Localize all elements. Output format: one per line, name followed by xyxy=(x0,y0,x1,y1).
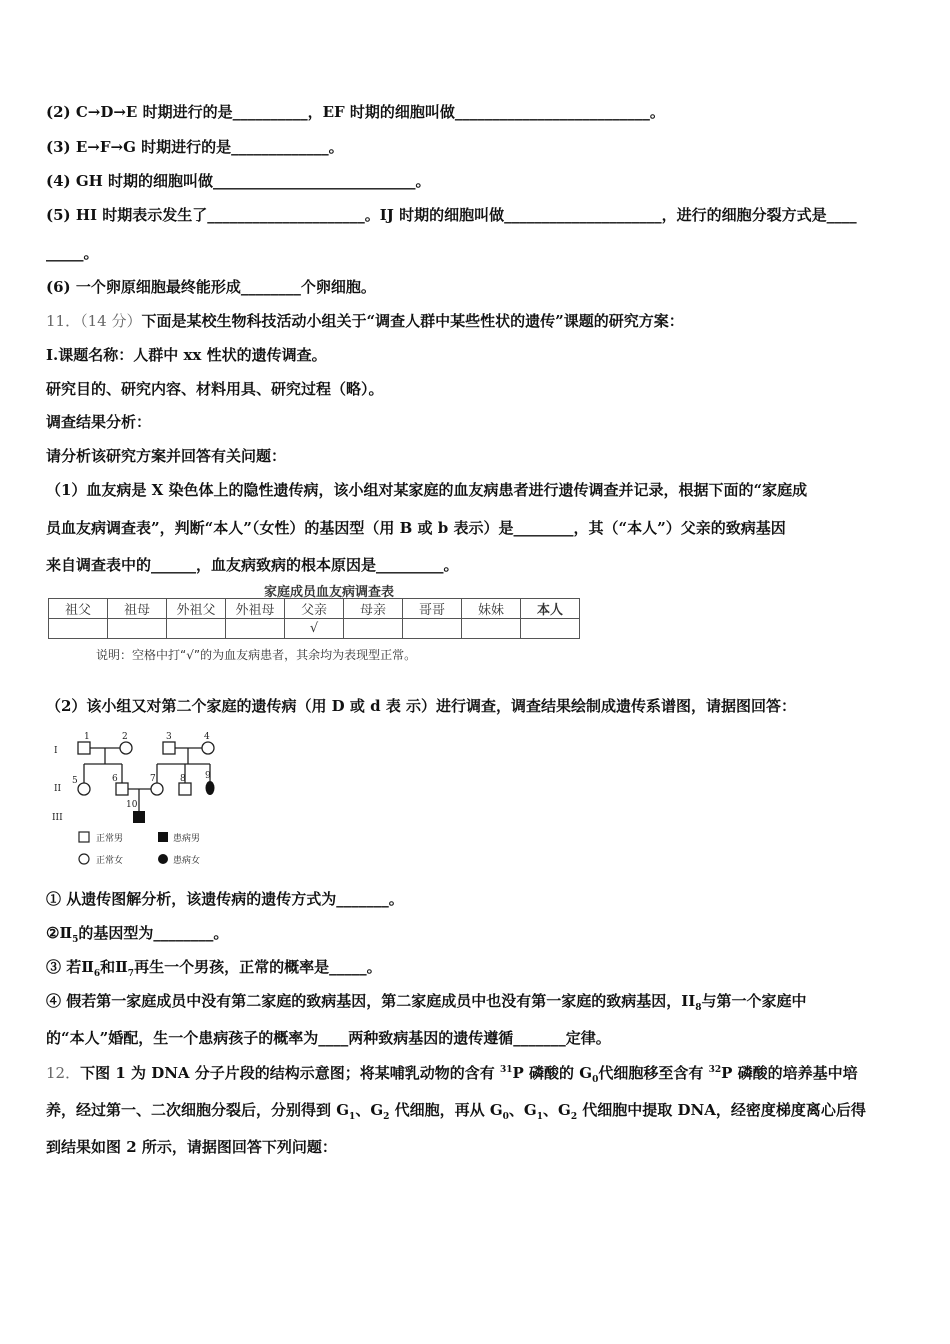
survey-mark-cell xyxy=(462,619,521,639)
q12b-3: 代细胞，再从 G xyxy=(389,1101,503,1119)
q12a-4: P 磷酸的培养基中培 xyxy=(721,1064,858,1082)
q11-number: 11．（14 分） xyxy=(46,312,142,330)
c3-a: ③ 若Ⅱ xyxy=(46,958,94,976)
legend-affected-female-icon xyxy=(158,854,168,864)
q10-part5-line2: _____。 xyxy=(46,244,99,262)
survey-mark-row xyxy=(49,619,580,639)
survey-note: 说明：空格中打“√”的为血友病患者，其余均为表现型正常。 xyxy=(96,648,417,662)
survey-header-cell: 外祖父 xyxy=(167,599,226,619)
c2-sub: 5 xyxy=(72,935,79,945)
q12b-2: 、G xyxy=(355,1101,384,1119)
survey-header-row xyxy=(49,599,580,619)
pedigree-number: 2 xyxy=(122,732,128,742)
legend-normal-female-icon xyxy=(79,854,89,864)
pedigree-number: 3 xyxy=(166,732,172,742)
survey-mark-cell xyxy=(344,619,403,639)
q12-line2 xyxy=(46,1100,866,1120)
q12b-s5: 2 xyxy=(570,1112,578,1122)
q12b-s1: 1 xyxy=(349,1112,356,1122)
q12b-s3: 0 xyxy=(502,1112,509,1122)
q10-part3: (3) E→F→G 时期进行的是_____________。 xyxy=(46,138,344,156)
q11-p1-line3: 来自调查表中的______，血友病致病的根本原因是_________。 xyxy=(46,556,459,574)
q12a-2: P 磷酸的 G xyxy=(512,1064,593,1082)
q12b-5: 、G xyxy=(543,1101,571,1119)
survey-header-cell: 母亲 xyxy=(344,599,403,619)
instruction-line: 请分析该研究方案并回答有关问题： xyxy=(46,447,287,465)
c4a-sub: 8 xyxy=(695,1003,702,1013)
sub-question-3 xyxy=(46,957,382,977)
q12a-1: 下图 1 为 DNA 分子片段的结构示意图；将某哺乳动物的含有 xyxy=(80,1064,501,1082)
survey-table xyxy=(48,598,580,639)
pedigree-chart xyxy=(40,728,240,873)
q12b-6: 代细胞中提取 DNA，经密度梯度离心后得 xyxy=(577,1101,866,1119)
survey-mark-cell xyxy=(403,619,462,639)
q12b-1: 养，经过第一、二次细胞分裂后，分别得到 G xyxy=(46,1101,350,1119)
q11-p2: （2）该小组又对第二个家庭的遗传病（用 D 或 d 表 示）进行调查，调查结果绘制成遗传系谱图，请据图回答： xyxy=(46,697,797,715)
c3-b: 和Ⅱ xyxy=(100,958,128,976)
q12a-3: 代细胞移至含有 xyxy=(598,1064,709,1082)
gen-label-I: I xyxy=(54,746,58,756)
gen-label-III: III xyxy=(52,813,63,823)
q11-p1-line1: （1）血友病是 X 染色体上的隐性遗传病，该小组对某家庭的血友病患者进行遗传调查并记录，根据下面的“家庭成 xyxy=(46,481,808,499)
survey-table-title: 家庭成员血友病调查表 xyxy=(264,585,395,600)
legend-normal-male-icon xyxy=(79,832,89,842)
survey-mark-cell xyxy=(49,619,108,639)
c2-post: 的基因型为________。 xyxy=(78,924,229,942)
pedigree-individual-8 xyxy=(179,783,191,795)
q10-part6: (6) 一个卵原细胞最终能形成________个卵细胞。 xyxy=(46,278,376,296)
pedigree-number: 6 xyxy=(112,774,118,784)
q11-heading xyxy=(46,311,684,331)
q10-part2: (2) C→D→E 时期进行的是__________，EF 时期的细胞叫做__________________________。 xyxy=(46,103,665,121)
pedigree-individual-4 xyxy=(202,742,214,754)
pedigree-number: 8 xyxy=(180,774,186,784)
q12a-sup2: 32 xyxy=(708,1065,722,1075)
survey-mark-cell: √ xyxy=(285,619,344,639)
q11-intro: 下面是某校生物科技活动小组关于“调查人群中某些性状的遗传”课题的研究方案： xyxy=(141,312,684,330)
survey-header-cell: 祖母 xyxy=(108,599,167,619)
q10-part5-line1: (5) HI 时期表示发生了_____________________。IJ 时期的细胞叫做_____________________，进行的细胞分裂方式是____ xyxy=(46,206,857,224)
pedigree-number: 5 xyxy=(72,776,78,786)
c4a-post: 与第一个家庭中 xyxy=(701,992,807,1010)
pedigree-number: 10 xyxy=(126,800,138,810)
q12-number: 12． xyxy=(46,1064,81,1082)
purpose-line: 研究目的、研究内容、材料用具、研究过程（略）。 xyxy=(46,380,384,398)
pedigree-number: 7 xyxy=(150,774,156,784)
pedigree-individual-2 xyxy=(120,742,132,754)
legend-normal-female-label: 正常女 xyxy=(96,856,124,866)
gen-label-II: II xyxy=(54,784,62,794)
sub-question-4-line2: 的“本人”婚配，生一个患病孩子的概率为____两种致病基因的遗传遵循_______定律。 xyxy=(46,1029,611,1047)
sub-question-2 xyxy=(46,923,228,943)
survey-header-cell: 哥哥 xyxy=(403,599,462,619)
q12b-s4: 1 xyxy=(536,1112,543,1122)
survey-mark-cell xyxy=(226,619,285,639)
survey-header-cell: 本人 xyxy=(521,599,580,619)
legend-affected-male-icon xyxy=(158,832,168,842)
pedigree-individual-6 xyxy=(116,783,128,795)
q12-line3: 到结果如图 2 所示，请据图回答下列问题： xyxy=(46,1138,337,1156)
survey-mark-cell xyxy=(167,619,226,639)
q12-line1 xyxy=(46,1063,858,1083)
legend-affected-female-label: 患病女 xyxy=(173,856,201,866)
survey-header-cell: 外祖母 xyxy=(226,599,285,619)
sub-question-1: ① 从遗传图解分析，该遗传病的遗传方式为_______。 xyxy=(46,890,404,908)
q12b-4: 、G xyxy=(508,1101,537,1119)
pedigree-individual-3 xyxy=(163,742,175,754)
c3-sub1: 6 xyxy=(93,969,101,979)
pedigree-number: 4 xyxy=(204,732,210,742)
q12a-sup1: 31 xyxy=(500,1065,513,1075)
c4a-pre: ④ 假若第一家庭成员中没有第二家庭的致病基因，第二家庭成员中也没有第一家庭的致病基因，II xyxy=(46,992,696,1010)
legend-affected-male-label: 患病男 xyxy=(173,834,201,844)
pedigree-number: 9 xyxy=(205,771,211,781)
topic-line: I.课题名称：人群中 xx 性状的遗传调查。 xyxy=(46,346,327,364)
legend-normal-male-label: 正常男 xyxy=(96,834,124,844)
pedigree-number: 1 xyxy=(84,732,90,742)
q11-p1-line2: 员血友病调查表”，判断“本人”（女性）的基因型（用 B 或 b 表示）是________，其（“本人”）父亲的致病基因 xyxy=(46,519,786,537)
survey-mark-cell xyxy=(108,619,167,639)
c3-c: 再生一个男孩，正常的概率是_____。 xyxy=(134,958,382,976)
survey-header-cell: 父亲 xyxy=(285,599,344,619)
c3-sub2: 7 xyxy=(127,969,135,979)
pedigree-individual-9 xyxy=(206,781,215,795)
pedigree-individual-1 xyxy=(78,742,90,754)
q12b-s2: 2 xyxy=(383,1112,390,1122)
sub-question-4-line1 xyxy=(46,991,807,1011)
pedigree-individual-7 xyxy=(151,783,163,795)
c2-pre: ②Ⅱ xyxy=(46,924,73,942)
pedigree-individual-10 xyxy=(133,811,145,823)
survey-header-cell: 祖父 xyxy=(49,599,108,619)
pedigree-individual-5 xyxy=(78,783,90,795)
survey-header-cell: 妹妹 xyxy=(462,599,521,619)
q10-part4: (4) GH 时期的细胞叫做___________________________。 xyxy=(46,172,431,190)
result-title: 调查结果分析： xyxy=(46,413,152,431)
survey-mark-cell xyxy=(521,619,580,639)
q12a-sub0: 0 xyxy=(592,1075,599,1085)
